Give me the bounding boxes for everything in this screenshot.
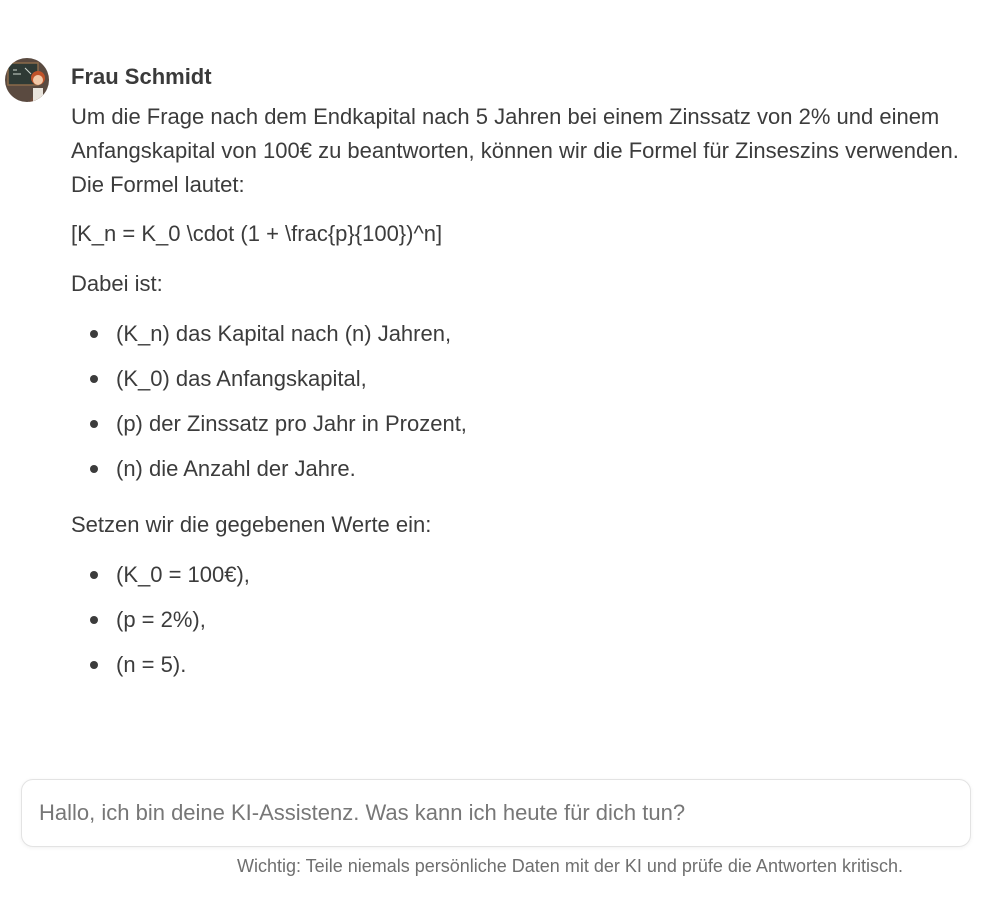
sender-name: Frau Schmidt bbox=[71, 64, 212, 89]
bullet-icon bbox=[90, 465, 98, 473]
chat-input[interactable] bbox=[39, 796, 939, 830]
list-item: (K_0) das Anfangskapital, bbox=[71, 362, 996, 407]
intro-text: Um die Frage nach dem Endkapital nach 5 Jahren bei einem Zinssatz von 2% und einem Anfangskapital von 100€ zu beantworten, können wir die Formel für Zinseszins verwenden. Die Formel lautet: bbox=[71, 104, 959, 197]
bullet-icon bbox=[90, 420, 98, 428]
setzen-text: Setzen wir die gegebenen Werte ein: bbox=[71, 512, 432, 537]
message-body bbox=[71, 100, 996, 693]
values-list bbox=[71, 558, 996, 693]
bullet-icon bbox=[90, 571, 98, 579]
bullet-icon bbox=[90, 616, 98, 624]
dabei-text: Dabei ist: bbox=[71, 271, 163, 296]
formula-text: [K_n = K_0 \cdot (1 + \frac{p}{100})^n] bbox=[71, 221, 443, 246]
bullet-icon bbox=[90, 661, 98, 669]
chat-input-container[interactable] bbox=[21, 779, 971, 847]
list-item: (K_0 = 100€), bbox=[71, 558, 996, 603]
list-item: (n = 5). bbox=[71, 648, 996, 693]
disclaimer-text: Wichtig: Teile niemals persönliche Daten mit der KI und prüfe die Antworten kritisch. bbox=[237, 856, 903, 876]
list-item: (n) die Anzahl der Jahre. bbox=[71, 452, 996, 497]
list-item: (p) der Zinssatz pro Jahr in Prozent, bbox=[71, 407, 996, 452]
teacher-avatar-icon bbox=[5, 58, 49, 102]
list-item: (K_n) das Kapital nach (n) Jahren, bbox=[71, 317, 996, 362]
definitions-list bbox=[71, 317, 996, 497]
bullet-icon bbox=[90, 375, 98, 383]
bullet-icon bbox=[90, 330, 98, 338]
list-item: (p = 2%), bbox=[71, 603, 996, 648]
